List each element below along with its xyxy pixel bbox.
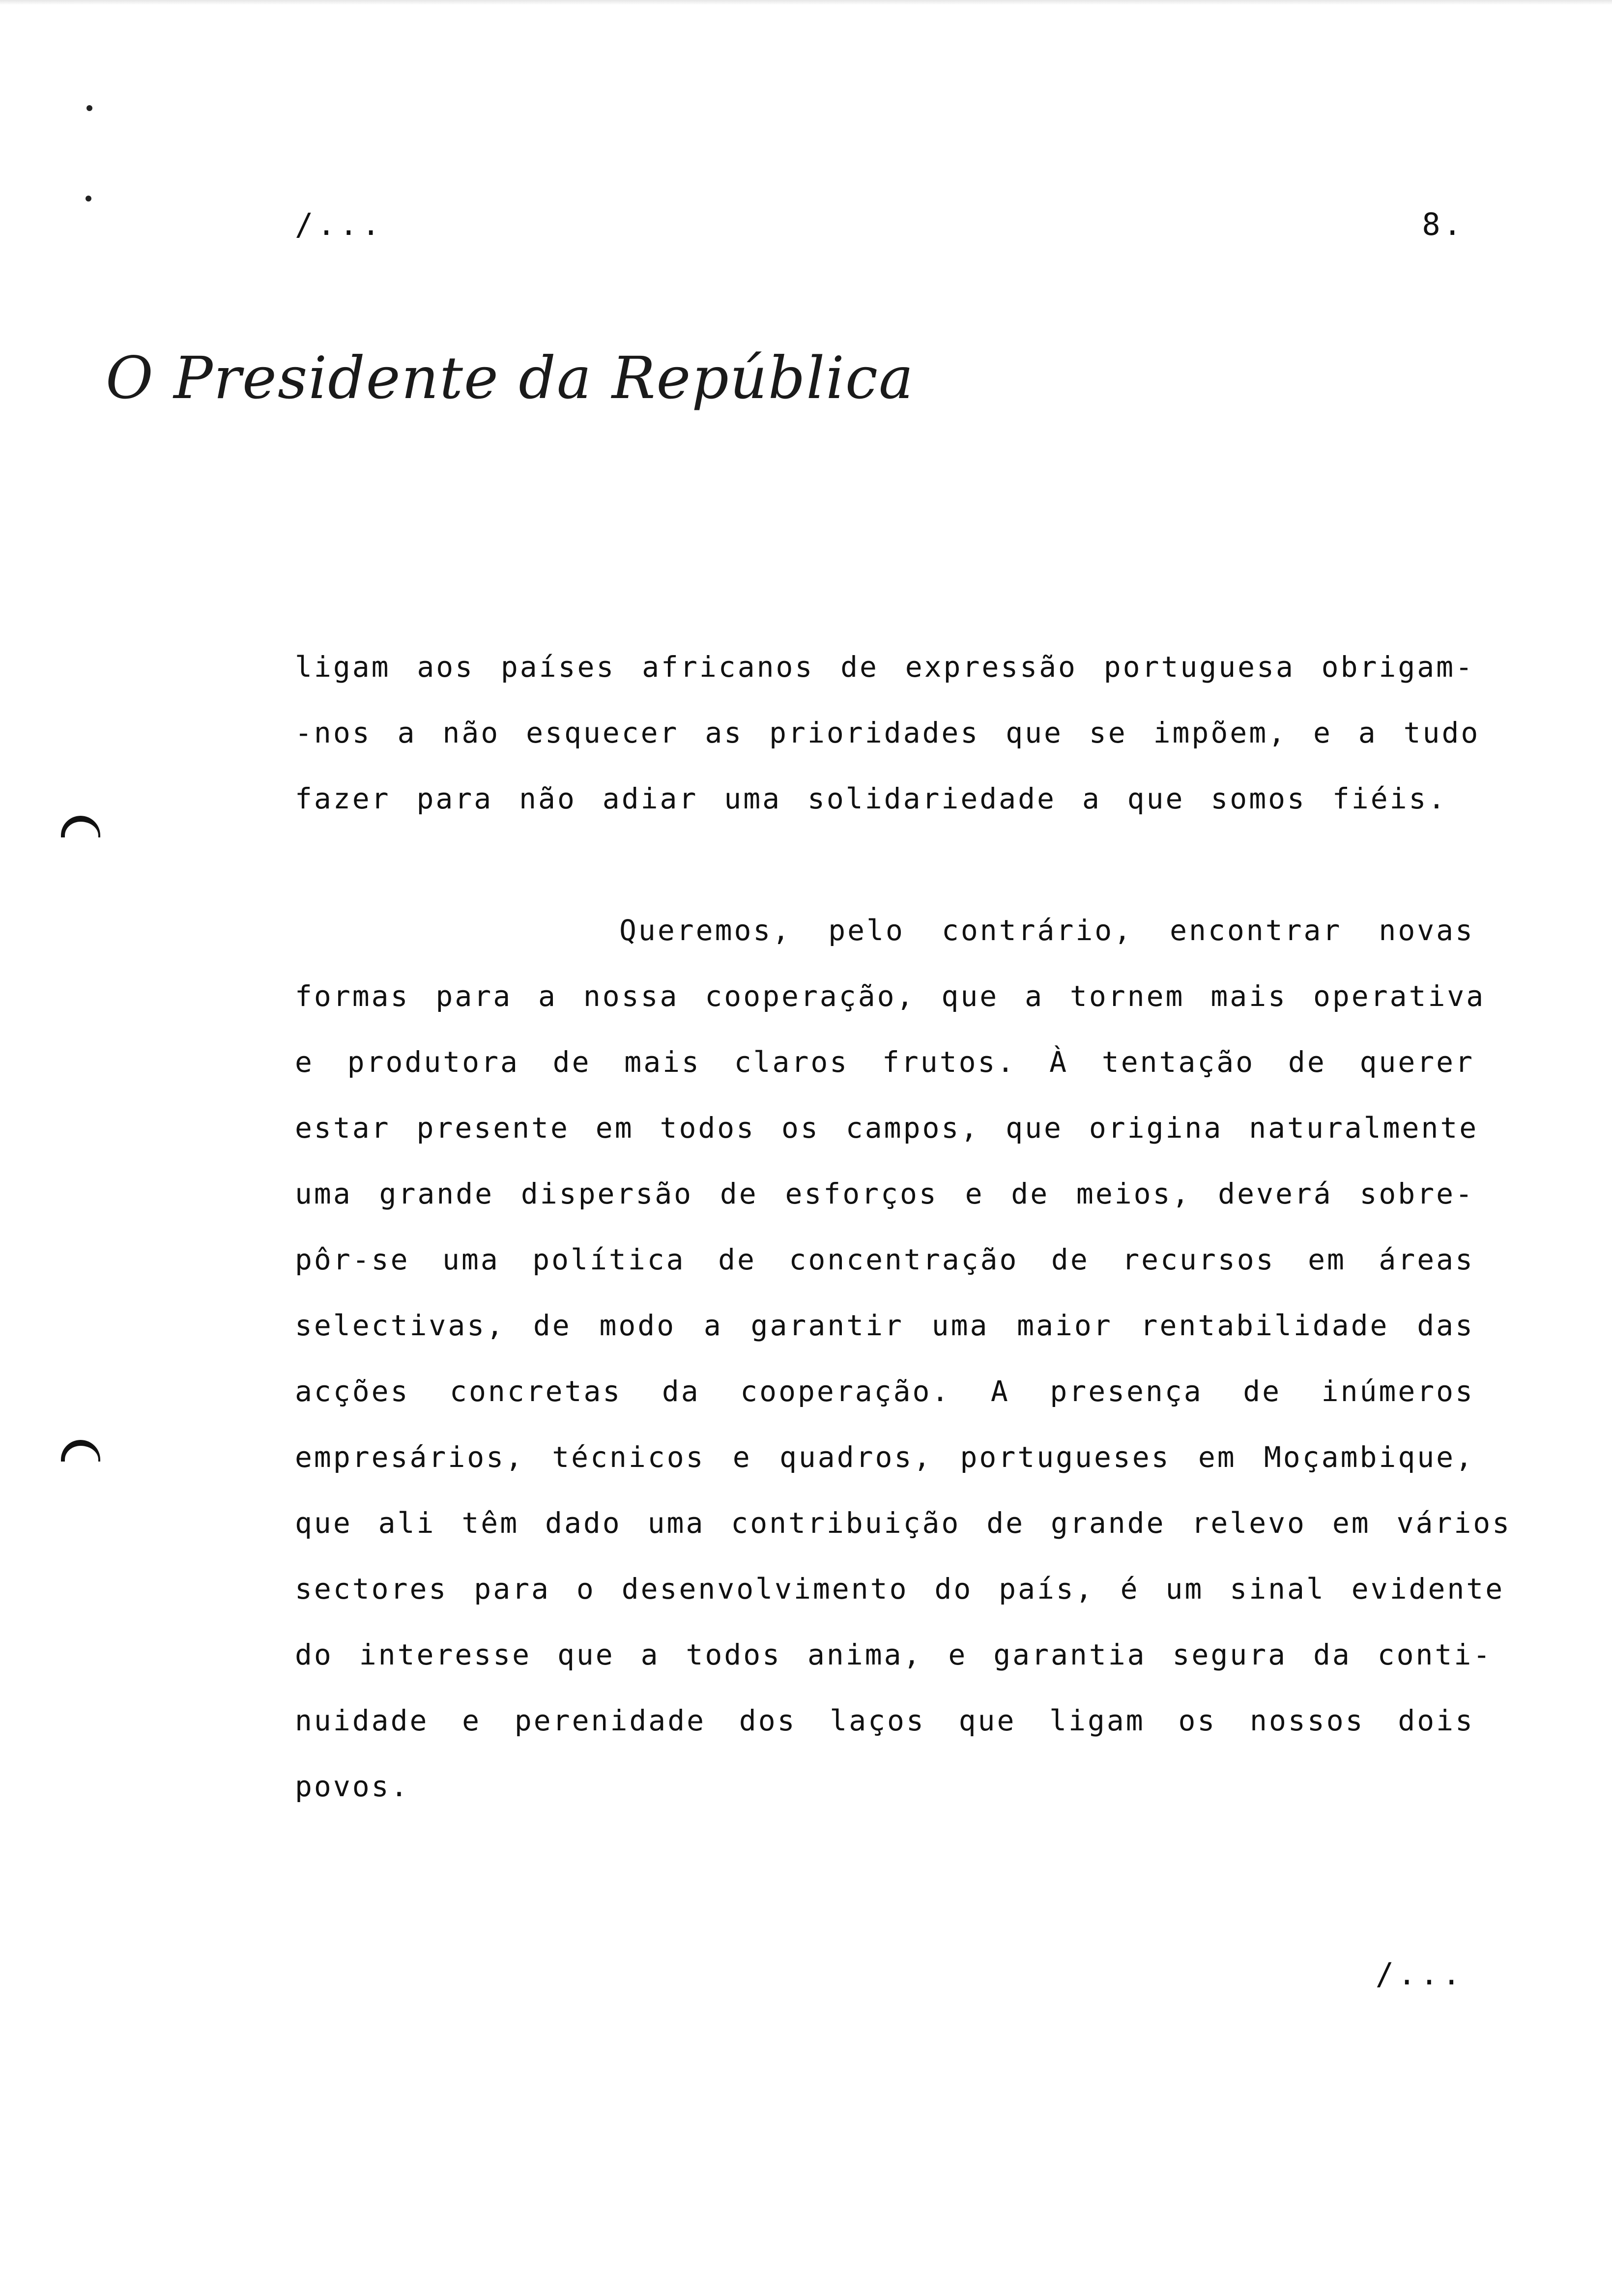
text-line: pôr-se uma política de concentração de recursos em áreas: [295, 1243, 1474, 1276]
text-line: ligam aos países africanos de expressão portuguesa obrigam-: [295, 650, 1474, 684]
text-line: povos.: [295, 1770, 410, 1803]
paragraph-2: [295, 897, 1512, 1819]
letterhead-title: O Presidente da República: [106, 344, 915, 412]
punch-hole-mark: [61, 1440, 100, 1462]
text-line: empresários, técnicos e quadros, portugueses em Moçambique,: [295, 1440, 1474, 1474]
text-line: acções concretas da cooperação. A presença de inúmeros: [295, 1375, 1474, 1408]
text-line: nuidade e perenidade dos laços que ligam os nossos dois: [295, 1704, 1474, 1737]
body-text: [295, 634, 1512, 1819]
margin-dot-mark: [86, 196, 91, 201]
text-line: que ali têm dado uma contribuição de grande relevo em vários: [295, 1506, 1512, 1540]
text-line: Queremos, pelo contrário, encontrar novas: [619, 914, 1474, 947]
continuation-mark-top: /...: [295, 206, 384, 242]
punch-hole-mark: [61, 816, 100, 837]
text-line: formas para a nossa cooperação, que a tornem mais operativa: [295, 979, 1486, 1013]
page-number: 8.: [1422, 206, 1465, 242]
text-line: do interesse que a todos anima, e garantia segura da conti-: [295, 1638, 1493, 1671]
text-line: e produtora de mais claros frutos. À tentação de querer: [295, 1045, 1474, 1079]
continuation-mark-bottom: /...: [1375, 1956, 1465, 1992]
text-line: uma grande dispersão de esforços e de meios, deverá sobre-: [295, 1177, 1474, 1210]
text-line: selectivas, de modo a garantir uma maior rentabilidade das: [295, 1309, 1474, 1342]
paragraph-1: [295, 634, 1480, 832]
scan-edge: [0, 0, 1612, 5]
margin-dot-mark: [86, 105, 92, 111]
text-line: sectores para o desenvolvimento do país, é um sinal evidente: [295, 1572, 1505, 1606]
text-line: fazer para não adiar uma solidariedade a que somos fiéis.: [295, 782, 1447, 815]
text-line: estar presente em todos os campos, que origina naturalmente: [295, 1111, 1479, 1145]
text-line: -nos a não esquecer as prioridades que se impõem, e a tudo: [295, 716, 1480, 749]
